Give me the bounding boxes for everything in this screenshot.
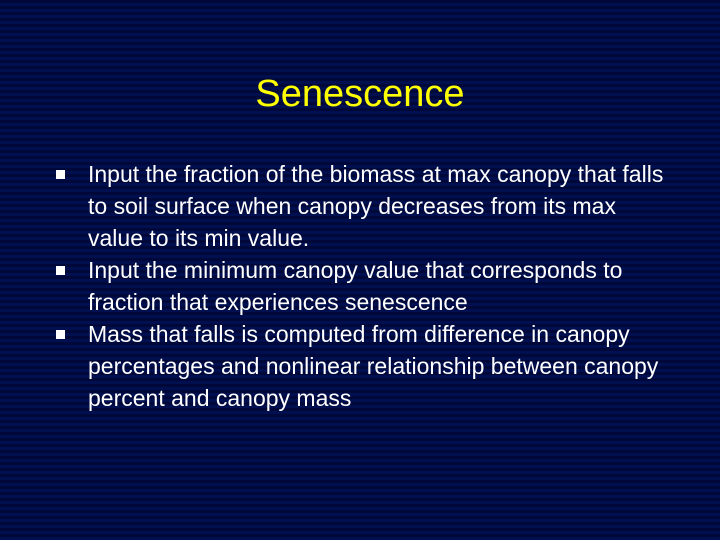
bullet-list (56, 158, 676, 414)
square-bullet-icon (56, 330, 65, 339)
bullet-item (56, 318, 676, 414)
bullet-text: Input the minimum canopy value that corresponds to fraction that experiences senescence (88, 257, 623, 315)
square-bullet-icon (56, 266, 65, 275)
bullet-text: Input the fraction of the biomass at max canopy that falls to soil surface when canopy decreases from its max value to its min value. (88, 161, 664, 251)
square-bullet-icon (56, 170, 65, 179)
bullet-item (56, 254, 676, 318)
bullet-item (56, 158, 676, 254)
bullet-text: Mass that falls is computed from difference in canopy percentages and nonlinear relationship between canopy percent and canopy mass (88, 321, 659, 411)
slide-title: Senescence (255, 73, 465, 115)
